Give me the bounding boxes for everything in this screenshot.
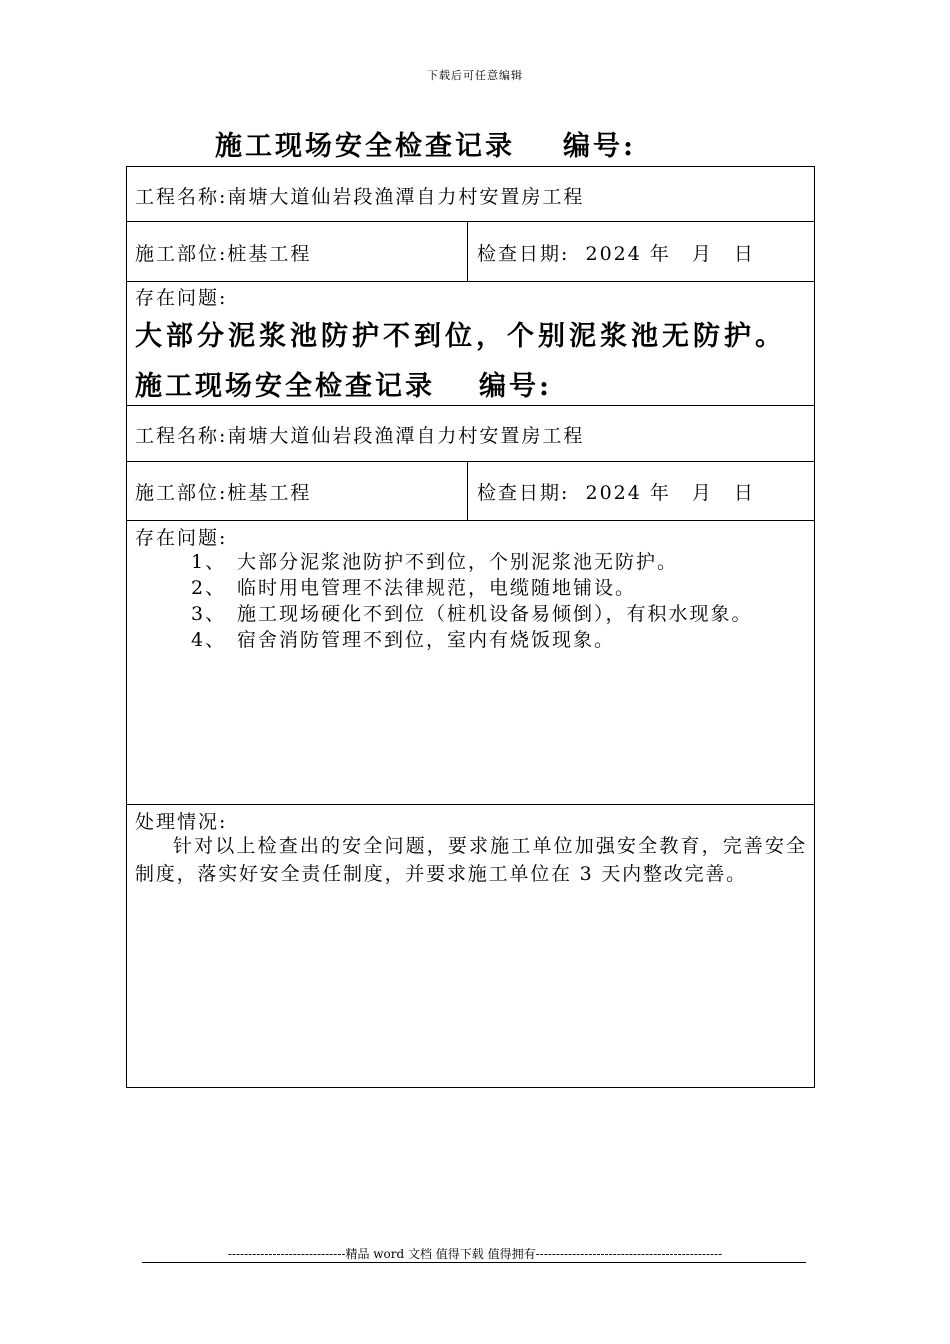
project-cell bbox=[135, 182, 584, 209]
project-cell bbox=[135, 421, 584, 448]
issue-text: 大部分泥浆池防护不到位，个别泥浆池无防护。 bbox=[237, 551, 679, 573]
record-title-2 bbox=[135, 364, 552, 403]
project-name: 南塘大道仙岩段渔潭自力村安置房工程 bbox=[227, 425, 585, 447]
project-label: 工程名称: bbox=[135, 186, 228, 208]
issue-text: 施工现场硬化不到位（桩机设备易倾倒），有积水现象。 bbox=[237, 603, 753, 625]
date-label: 检查日期: bbox=[477, 482, 570, 504]
date-value: 2024 年 月 日 bbox=[585, 243, 755, 265]
project-row bbox=[127, 406, 814, 462]
record-title-1 bbox=[215, 124, 636, 163]
issue-list bbox=[191, 549, 753, 653]
date-cell bbox=[477, 239, 755, 266]
issue-index: 4、 bbox=[191, 629, 227, 651]
issue-text: 临时用电管理不法律规范，电缆随地铺设。 bbox=[237, 577, 637, 599]
date-value: 2024 年 月 日 bbox=[585, 482, 755, 504]
issue-item bbox=[191, 601, 753, 627]
project-name: 南塘大道仙岩段渔潭自力村安置房工程 bbox=[227, 186, 585, 208]
header-note: 下载后可任意编辑 bbox=[427, 69, 523, 82]
issue-index: 1、 bbox=[191, 551, 227, 573]
issue-item bbox=[191, 549, 753, 575]
issue-index: 3、 bbox=[191, 603, 227, 625]
issues-label: 存在问题: bbox=[135, 287, 228, 309]
part-cell bbox=[135, 239, 311, 266]
record-number-label: 编号: bbox=[479, 371, 552, 402]
part-label: 施工部位: bbox=[135, 482, 228, 504]
project-row bbox=[127, 167, 814, 222]
issue-item bbox=[191, 627, 753, 653]
part-value: 桩基工程 bbox=[227, 243, 312, 265]
issue-text: 宿舍消防管理不到位，室内有烧饭现象。 bbox=[237, 629, 616, 651]
date-cell bbox=[477, 478, 755, 505]
date-label: 检查日期: bbox=[477, 243, 570, 265]
footer-divider bbox=[142, 1262, 806, 1263]
column-divider bbox=[467, 222, 468, 281]
issue-index: 2、 bbox=[191, 577, 227, 599]
footer-text: -----------------------------精品 word 文档 值得下载 值得拥有---------------------------------------------- bbox=[227, 1247, 723, 1261]
issue-big-text: 大部分泥浆池防护不到位，个别泥浆池无防护。 bbox=[135, 321, 786, 352]
project-label: 工程名称: bbox=[135, 425, 228, 447]
record-number-label: 编号: bbox=[563, 131, 636, 162]
handling-text: 针对以上检查出的安全问题，要求施工单位加强安全教育，完善安全制度，落实好安全责任制度，并要求施工单位在 3 天内整改完善。 bbox=[135, 835, 807, 885]
inspection-form-2 bbox=[126, 405, 815, 1088]
handling-label: 处理情况: bbox=[135, 811, 228, 833]
issues-label: 存在问题: bbox=[135, 527, 228, 549]
record-title-text: 施工现场安全检查记录 bbox=[135, 371, 435, 402]
part-cell bbox=[135, 478, 311, 505]
issues-section bbox=[127, 521, 814, 805]
part-label: 施工部位: bbox=[135, 243, 228, 265]
issue-item bbox=[191, 575, 753, 601]
column-divider bbox=[467, 462, 468, 520]
part-value: 桩基工程 bbox=[227, 482, 312, 504]
part-date-row bbox=[127, 222, 814, 282]
record-title-text: 施工现场安全检查记录 bbox=[215, 131, 515, 162]
part-date-row bbox=[127, 462, 814, 521]
